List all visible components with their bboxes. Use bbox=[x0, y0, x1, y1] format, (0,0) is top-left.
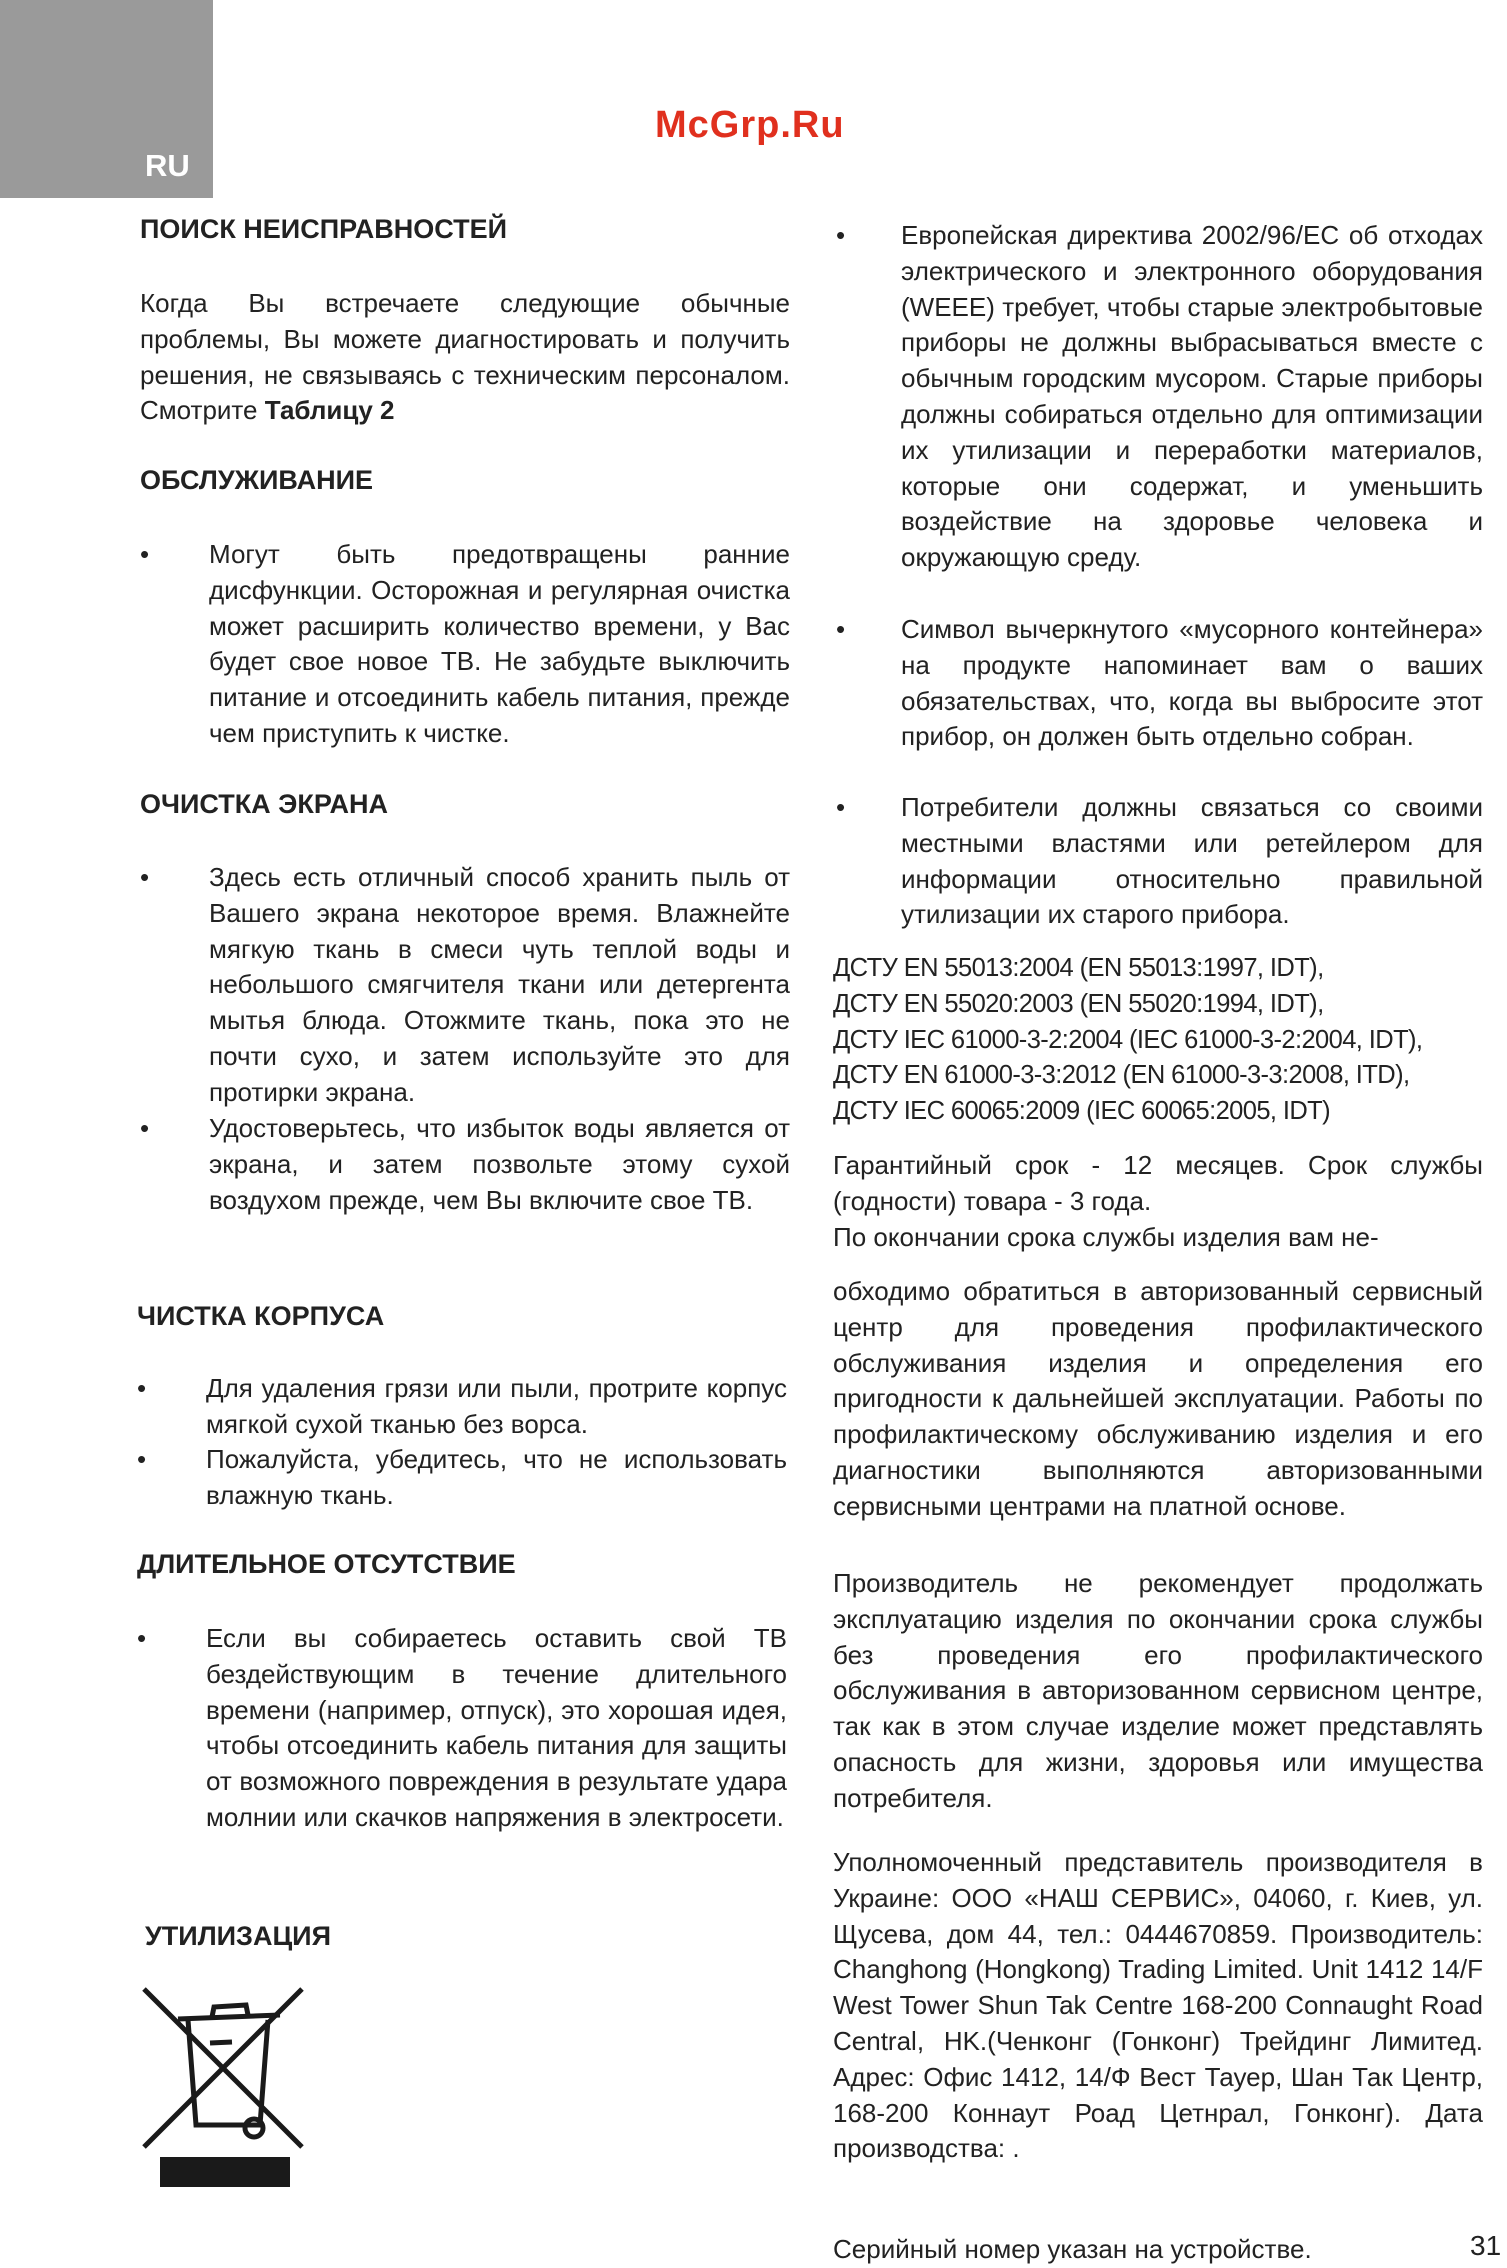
page-number: 31 bbox=[1470, 2230, 1502, 2261]
screen-cleaning-heading: ОЧИСТКА ЭКРАНА bbox=[140, 789, 388, 819]
list-item bbox=[137, 1371, 787, 1443]
service-text: обходимо обратиться в авторизованный сервисный центр для проведения профилактического обслуживания изделия и определения его пригодности к дальнейшей эксплуатации. Работы по профилактическому обслуживанию изделия и его диагностики выполняются авторизованными сервисными центрами на платной основе. bbox=[833, 1276, 1483, 1521]
language-label: RU bbox=[145, 148, 190, 183]
list-item bbox=[833, 218, 1483, 576]
standard-line: ДСТУ EN 61000-3-3:2012 (EN 61000-3-3:2008, ITD), bbox=[833, 1061, 1410, 1090]
list-item-text: Если вы собираетесь оставить свой ТВ бездействующим в течение длительного времени (например, отпуск), это хорошая идея, чтобы отсоединить кабель питания для защиты от возможного повреждения в результате удара молнии или скачков напряжения в электросети. bbox=[206, 1623, 787, 1832]
manufacturer-warning: Производитель не рекомендует продолжать эксплуатацию изделия по окончании срока службы без проведения его профилактического обслуживания в авторизованном сервисном центре, так как в этом случае изделие может представлять опасность для жизни, здоровья или имущества потребителя. bbox=[833, 1568, 1483, 1813]
bullet: • bbox=[140, 539, 150, 569]
list-item bbox=[833, 612, 1483, 755]
list-item bbox=[137, 1621, 787, 1836]
disposal-heading: УТИЛИЗАЦИЯ bbox=[145, 1921, 331, 1951]
list-item-text: Удостоверьтесь, что избыток воды является от экрана, и затем позвольте этому сухой воздухом прежде, чем Вы включите свое ТВ. bbox=[209, 1113, 790, 1215]
bullet: • bbox=[137, 1444, 147, 1474]
bullet: • bbox=[836, 220, 846, 250]
list-item-text: Могут быть предотвращены ранние дисфункции. Осторожная и регулярная очистка может расширить количество времени, у Вас будет свое новое ТВ. Не забудьте выключить питание и отсоединить кабель питания, прежде чем приступить к чистке. bbox=[209, 539, 790, 748]
troubleshooting-heading: ПОИСК НЕИСПРАВНОСТЕЙ bbox=[140, 214, 507, 244]
standards-list bbox=[833, 951, 1493, 1130]
bullet: • bbox=[137, 1623, 147, 1653]
list-item bbox=[140, 860, 790, 1111]
table-reference: Таблицу 2 bbox=[264, 395, 395, 426]
list-item-text: Потребители должны связаться со своими местными властями или ретейлером для информации относительно правильной утилизации их старого прибора. bbox=[901, 792, 1483, 930]
list-item bbox=[140, 1111, 790, 1218]
serial-number-note: Серийный номер указан на устройстве. bbox=[833, 2234, 1312, 2264]
list-item bbox=[137, 1442, 787, 1514]
bullet: • bbox=[140, 862, 150, 892]
bullet: • bbox=[836, 792, 846, 822]
list-item-text: Символ вычеркнутого «мусорного контейнера» на продукте напоминает вам о ваших обязательствах, что, когда вы выбросите этот прибор, он должен быть отдельно собран. bbox=[901, 614, 1483, 752]
list-item bbox=[833, 790, 1483, 933]
representative-info: Уполномоченный представитель производителя в Украине: ООО «НАШ СЕРВИС», 04060, г. Киев, ул. Щусева, дом 44, тел.: 0444670859. Производитель: Changhong (Hongkong) Trading Limited. Unit 1412 14/F West Tower Shun Tak Centre 168-200 Connaught Road Central, HK.(Ченконг (Гонконг) Трейдинг Лимитед. Адрес: Офис 1412, 14/Ф Вест Тауер, Шан Так Центр, 168-200 Коннаут Роад Цетнрал, Гонконг). Дата производства: . bbox=[833, 1847, 1483, 2164]
case-cleaning-heading: ЧИСТКА КОРПУСА bbox=[137, 1301, 385, 1331]
standard-line: ДСТУ IEC 61000-3-2:2004 (IEC 61000-3-2:2004, IDT), bbox=[833, 1025, 1423, 1054]
bullet: • bbox=[137, 1373, 147, 1403]
standard-line: ДСТУ EN 55013:2004 (EN 55013:1997, IDT), bbox=[833, 954, 1324, 982]
long-absence-heading: ДЛИТЕЛЬНОЕ ОТСУТСТВИЕ bbox=[137, 1549, 516, 1579]
list-item-text: Пожалуйста, убедитесь, что не использовать влажную ткань. bbox=[206, 1444, 787, 1510]
list-item-text: Для удаления грязи или пыли, протрите корпус мягкой сухой тканью без ворса. bbox=[206, 1373, 787, 1439]
bullet: • bbox=[836, 614, 846, 644]
troubleshooting-body: Когда Вы встречаете следующие обычные проблемы, Вы можете диагностировать и получить решения, не связываясь с техническим персоналом. Смотрите bbox=[140, 288, 790, 426]
list-item-text: Европейская директива 2002/96/ЕС об отходах электрического и электронного оборудования (WEEE) требует, чтобы старые электробытовые приборы не должны выбрасываться вместе с обычным городским мусором. Старые приборы должны собираться отдельно для оптимизации их утилизации и переработки материалов, которые они содержат, и уменьшить воздействие на здоровье человека и окружающую среду. bbox=[901, 220, 1483, 573]
warranty-text: Гарантийный срок - 12 месяцев. Срок службы (годности) товара - 3 года. bbox=[833, 1150, 1483, 1216]
bullet: • bbox=[140, 1113, 150, 1143]
standard-line: ДСТУ IEC 60065:2009 (IEC 60065:2005, IDT) bbox=[833, 1097, 1331, 1126]
crossed-bin-icon bbox=[140, 1985, 315, 2190]
language-tab bbox=[0, 0, 213, 198]
maintenance-heading: ОБСЛУЖИВАНИЕ bbox=[140, 465, 373, 495]
service-text-start: По окончании срока службы изделия вам не- bbox=[833, 1222, 1379, 1252]
list-item bbox=[140, 537, 790, 752]
list-item-text: Здесь есть отличный способ хранить пыль от Вашего экрана некоторое время. Влажнейте мягкую ткань в смеси чуть теплой воды и небольшого смягчителя ткани или детергента мытья блюда. Отожмите ткань, пока это не почти сухо, и затем используйте это для протирки экрана. bbox=[209, 862, 790, 1107]
standard-line: ДСТУ EN 55020:2003 (EN 55020:1994, IDT), bbox=[833, 989, 1324, 1018]
watermark: McGrp.Ru bbox=[655, 104, 845, 146]
troubleshooting-text bbox=[140, 286, 790, 429]
